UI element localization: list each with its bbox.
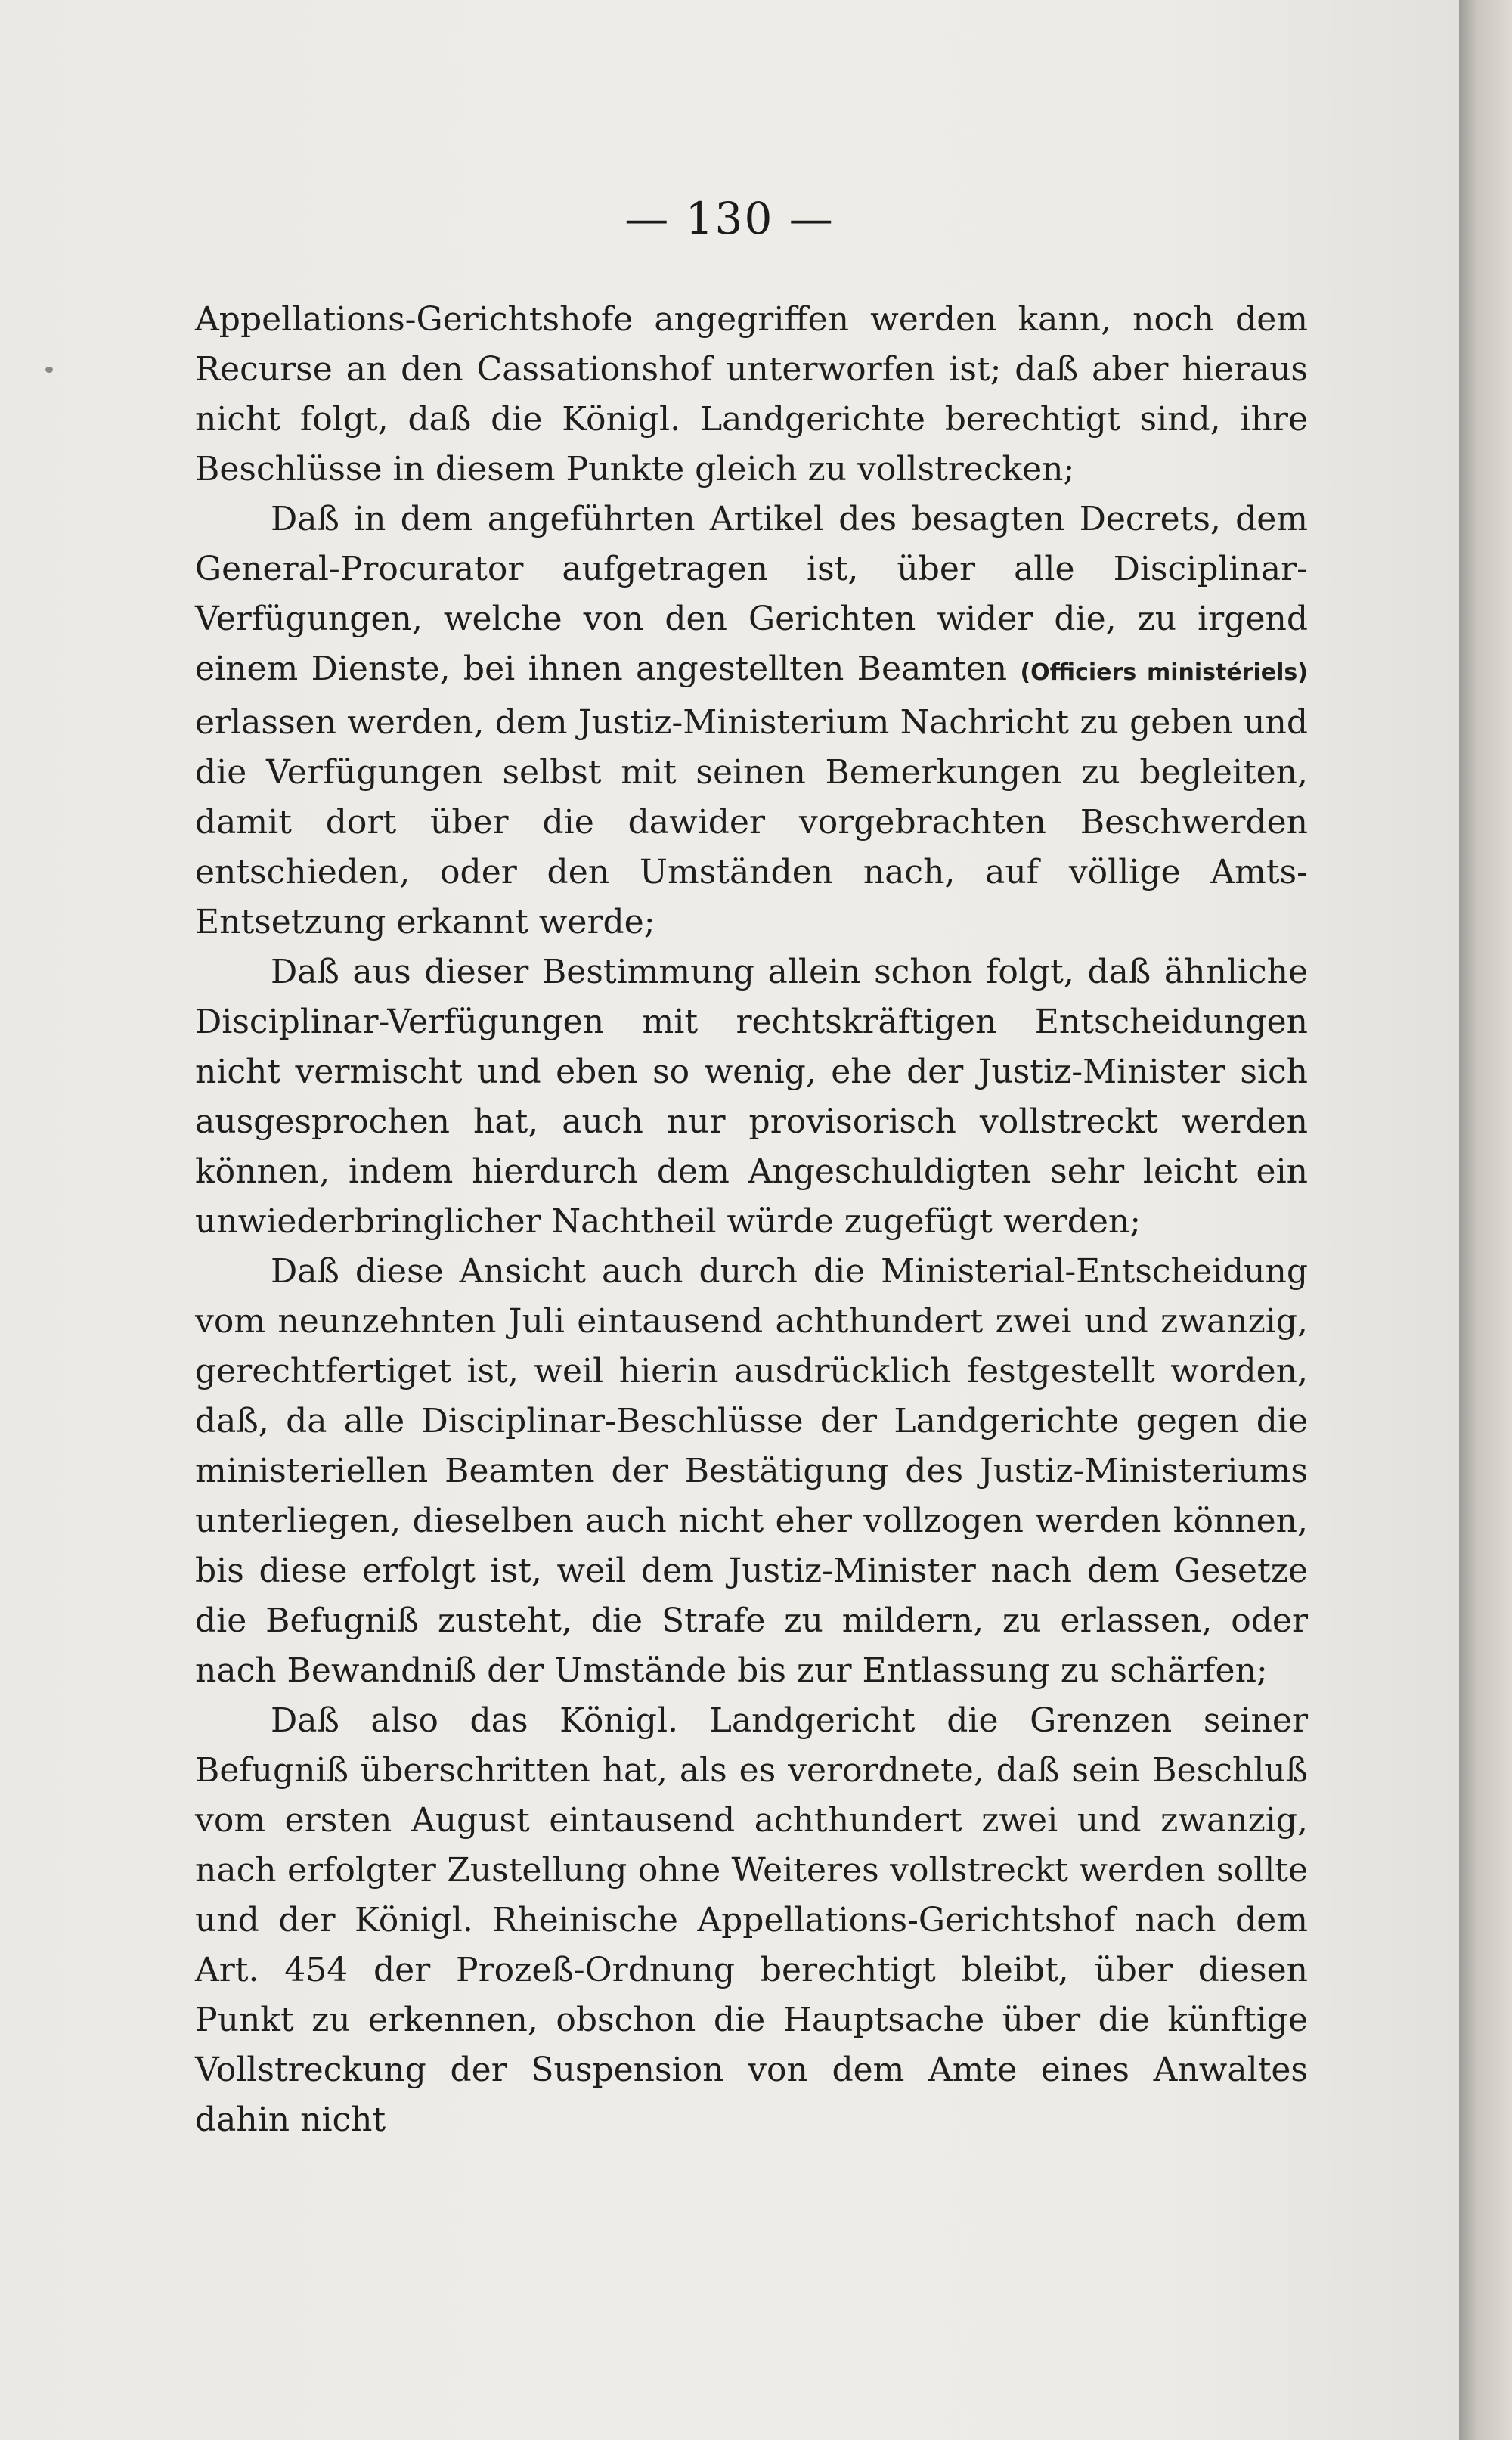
paragraph-2-note: (Officiers ministériels)	[1020, 659, 1308, 686]
paragraph-2	[195, 495, 1308, 947]
paragraph-4: Daß diese Ansicht auch durch die Ministerial-Entscheidung vom neunzehnten Juli eintausend achthundert zwei und zwanzig, gerechtfertiget ist, weil hierin ausdrücklich festgestellt worden, daß, da alle Disciplinar-Beschlüsse der Landgerichte gegen die ministeriellen Beamten der Bestätigung des Justiz-Ministeriums unterliegen, dieselben auch nicht eher vollzogen werden können, bis diese erfolgt ist, weil dem Justiz-Minister nach dem Gesetze die Befugniß zusteht, die Strafe zu mildern, zu erlassen, oder nach Bewandniß der Umstände bis zur Entlassung zu schärfen;	[195, 1252, 1308, 1690]
ink-smudge	[45, 367, 53, 373]
paragraph-3: Daß aus dieser Bestimmung allein schon folgt, daß ähnliche Disciplinar-Verfügungen mit rechtskräftigen Entscheidungen nicht vermischt und eben so wenig, ehe der Justiz-Minister sich ausgesprochen hat, auch nur provisorisch vollstreckt werden können, indem hierdurch dem Angeschuldigten sehr leicht ein unwiederbringlicher Nachtheil würde zugefügt werden;	[195, 953, 1308, 1241]
page-edge-shadow	[1459, 0, 1512, 2440]
paragraph-1: Appellations-Gerichtshofe angegriffen werden kann, noch dem Recurse an den Cassationshof unterworfen ist; daß aber hieraus nicht folgt, daß die Königl. Landgerichte berechtigt sind, ihre Beschlüsse in diesem Punkte gleich zu vollstrecken;	[195, 300, 1308, 488]
paragraph-2-after: erlassen werden, dem Justiz-Ministerium Nachricht zu geben und die Verfügungen selbst mit seinen Bemerkungen zu begleiten, damit dort über die dawider vorgebrachten Beschwerden entschieden, oder den Umständen nach, auf völlige Amts-Entsetzung erkannt werde;	[195, 703, 1308, 941]
paragraph-5: Daß also das Königl. Landgericht die Grenzen seiner Befugniß überschritten hat, als es verordnete, daß sein Beschluß vom ersten August eintausend achthundert zwei und zwanzig, nach erfolgter Zustellung ohne Weiteres vollstreckt werden sollte und der Königl. Rheinische Appellations-Gerichtshof nach dem Art. 454 der Prozeß-Ordnung berechtigt bleibt, über diesen Punkt zu erkennen, obschon die Hauptsache über die künftige Vollstreckung der Suspension von dem Amte eines Anwaltes dahin nicht	[195, 1701, 1308, 2139]
body-text	[195, 295, 1308, 2145]
page-number: — 130 —	[624, 193, 835, 244]
paragraph-2-before: Daß in dem angeführten Artikel des besagten Decrets, dem General-Procurator aufgetragen ist, über alle Disciplinar-Verfügungen, welche von den Gerichten wider die, zu irgend einem Dienste, bei ihnen angestellten Beamten	[195, 500, 1308, 688]
